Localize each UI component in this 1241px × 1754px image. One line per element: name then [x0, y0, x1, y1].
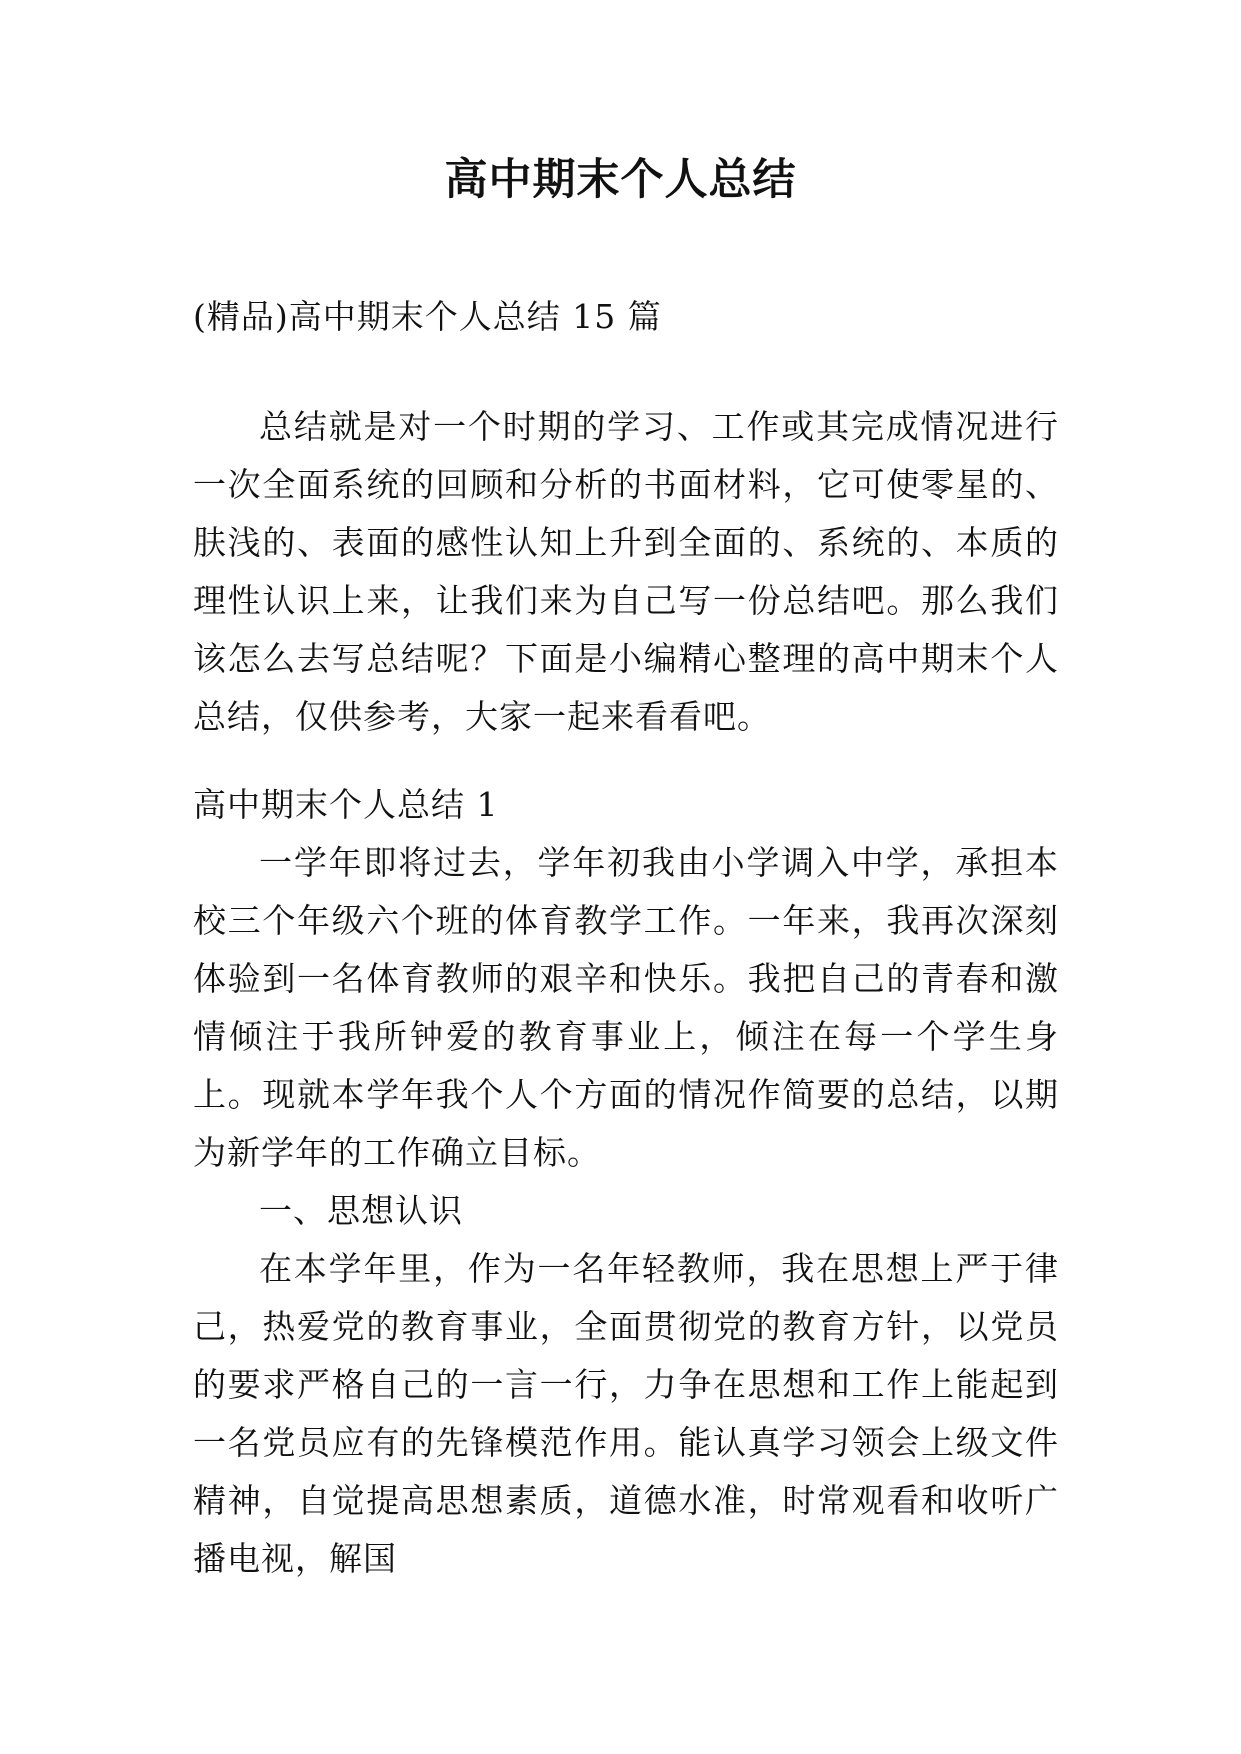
subheading-thought-awareness: 一、思想认识 — [259, 1191, 463, 1230]
summary-section-1 — [193, 776, 1059, 1588]
intro-section — [193, 398, 1059, 746]
section-heading: 高中期末个人总结 1 — [193, 785, 499, 824]
intro-paragraph: 总结就是对一个时期的学习、工作或其完成情况进行一次全面系统的回顾和分析的书面材料，它可使零星的、肤浅的、表面的感性认知上升到全面的、系统的、本质的理性认识上来，让我们来为自己写一份总结吧。那么我们该怎么去写总结呢？下面是小编精心整理的高中期末个人总结，仅供参考，大家一起来看看吧。 — [193, 407, 1059, 736]
section-paragraph-1: 一学年即将过去，学年初我由小学调入中学，承担本校三个年级六个班的体育教学工作。一年来，我再次深刻体验到一名体育教师的艰辛和快乐。我把自己的青春和激情倾注于我所钟爱的教育事业上，倾注在每一个学生身上。现就本学年我个人个方面的情况作简要的总结，以期为新学年的工作确立目标。 — [193, 843, 1059, 1172]
document-title: 高中期末个人总结 — [444, 155, 797, 205]
document-subtitle: (精品)高中期末个人总结 15 篇 — [193, 297, 662, 336]
section-paragraph-2: 在本学年里，作为一名年轻教师，我在思想上严于律己，热爱党的教育事业，全面贯彻党的教育方针，以党员的要求严格自己的一言一行，力争在思想和工作上能起到一名党员应有的先锋模范作用。能认真学习领会上级文件精神，自觉提高思想素质，道德水准，时常观看和收听广播电视，解国 — [193, 1249, 1059, 1578]
